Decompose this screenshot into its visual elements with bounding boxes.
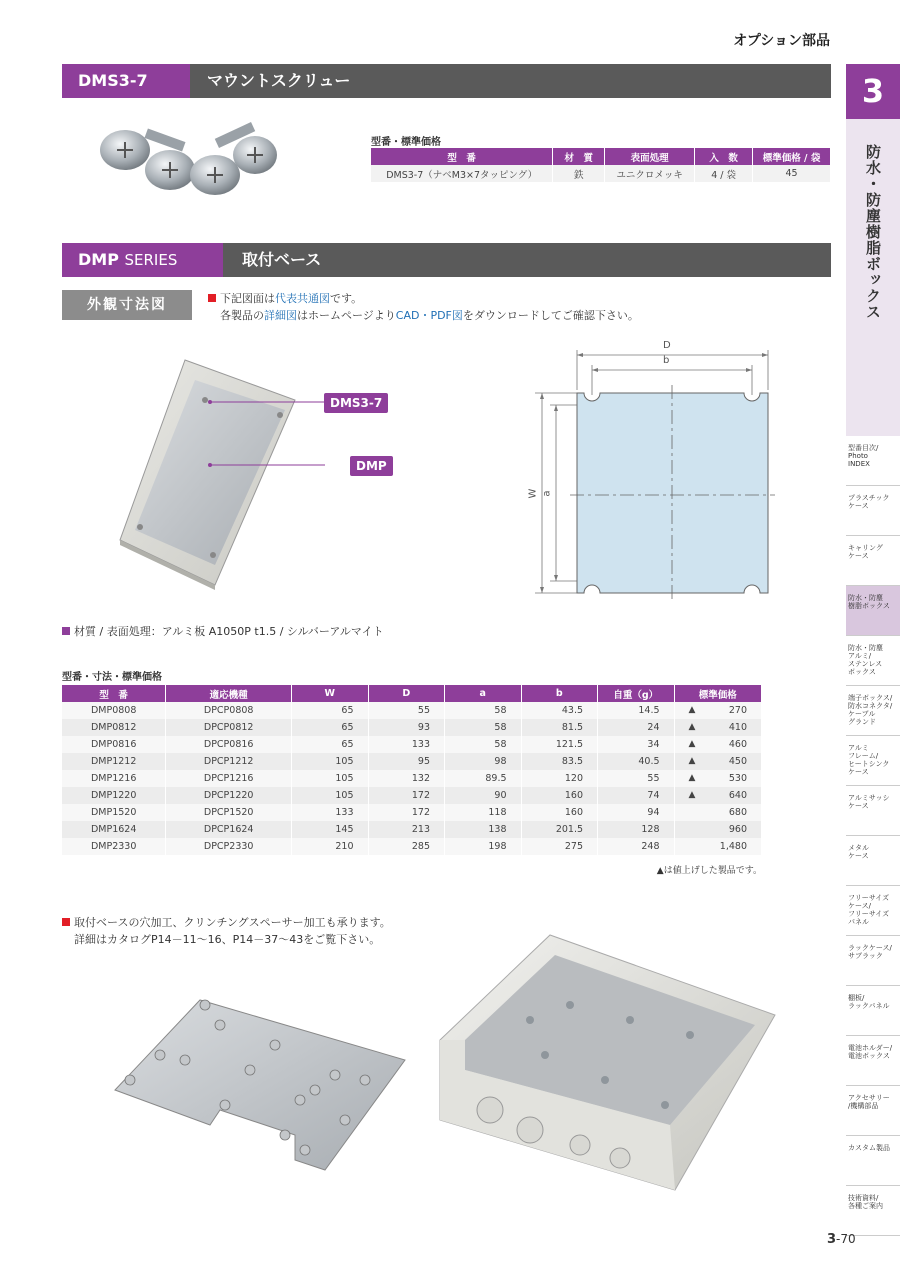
table-row (62, 804, 762, 821)
table-cell-model: DMP0816 (62, 736, 166, 753)
table-cell-fits: DPCP1220 (166, 787, 292, 804)
note-text: はホームページより (297, 309, 396, 322)
table-cell-b: 160 (521, 787, 598, 804)
column-header: W (292, 685, 369, 702)
series-suffix: SERIES (124, 251, 178, 269)
page-chapter: 3 (827, 1232, 837, 1247)
dimension-drawing-tag: 外観寸法図 (62, 290, 192, 320)
chapter-nav-item[interactable]: 電池ホルダー/ 電池ボックス (846, 1036, 900, 1086)
note-text: 各製品の (220, 309, 264, 322)
table-cell-model: DMP1520 (62, 804, 166, 821)
chapter-nav-item[interactable]: 端子ボックス/ 防水コネクタ/ ケーブル グランド (846, 686, 900, 736)
table-cell-a: 89.5 (445, 770, 522, 787)
table-cell-model: DMP1220 (62, 787, 166, 804)
table-cell-model: DMP1216 (62, 770, 166, 787)
chapter-nav-item[interactable]: メタル ケース (846, 836, 900, 886)
chapter-nav-item[interactable]: アルミサッシ ケース (846, 786, 900, 836)
table-cell-a: 58 (445, 719, 522, 736)
price-up-icon: ▲ (688, 790, 696, 800)
table-cell-weight: 128 (598, 821, 675, 838)
table-cell-weight: 55 (598, 770, 675, 787)
table-row (62, 702, 762, 719)
table-row (62, 838, 762, 855)
table-cell-weight: 248 (598, 838, 675, 855)
table-cell-fits: DPCP1520 (166, 804, 292, 821)
column-header: 適応機種 (166, 685, 292, 702)
chapter-nav-item[interactable]: アルミ フレーム/ ヒートシンク ケース (846, 736, 900, 786)
table-cell-model: DMP1624 (62, 821, 166, 838)
table-cell-price (674, 838, 761, 855)
page-index: -70 (836, 1232, 856, 1246)
table-row (371, 165, 831, 182)
table-row (62, 753, 762, 770)
table-cell-d: 133 (368, 736, 445, 753)
price-value: 640 (728, 790, 747, 801)
column-header: 標準価格 (674, 685, 761, 702)
chapter-title-box (846, 119, 900, 436)
bullet-icon (62, 627, 70, 635)
screw-callout: DMS3-7 (324, 393, 388, 413)
section-code (62, 243, 223, 277)
table-cell-w: 105 (292, 770, 369, 787)
table-cell-d: 95 (368, 753, 445, 770)
column-header: 表面処理 (605, 148, 695, 165)
page-header: オプション部品 (733, 33, 830, 49)
table-cell-b: 121.5 (521, 736, 598, 753)
table-cell-fits: DPCP0808 (166, 702, 292, 719)
price-value: 680 (728, 807, 747, 818)
column-header: 型 番 (371, 148, 553, 165)
table-cell-fits: DPCP2330 (166, 838, 292, 855)
section-bar-dmp (62, 243, 831, 277)
price-up-icon: ▲ (688, 756, 696, 766)
callout-lines (200, 390, 330, 475)
price-value: 960 (728, 824, 747, 835)
table-cell-b: 160 (521, 804, 598, 821)
table-cell-price (674, 736, 761, 753)
column-header: 材 質 (553, 148, 605, 165)
price-value: 270 (728, 705, 747, 716)
processing-note (62, 914, 391, 948)
screw-table-caption: 型番・標準価格 (371, 137, 441, 148)
table-cell-a: 58 (445, 736, 522, 753)
table-cell-weight: 74 (598, 787, 675, 804)
table-cell-weight: 24 (598, 719, 675, 736)
table-cell-price (674, 821, 761, 838)
table-row (62, 719, 762, 736)
table-cell-price (674, 719, 761, 736)
table-cell-b: 120 (521, 770, 598, 787)
note-text: をダウンロードしてご確認下さい。 (462, 309, 639, 322)
table-cell-weight: 34 (598, 736, 675, 753)
section-bar-dms (62, 64, 831, 98)
drawing-note (208, 290, 639, 324)
table-cell-a: 90 (445, 787, 522, 804)
section-code: DMS3-7 (62, 64, 190, 98)
table-cell-w: 65 (292, 719, 369, 736)
table-cell-fits: DPCP1212 (166, 753, 292, 770)
table-row (62, 821, 762, 838)
table-cell-model: DMP0808 (62, 702, 166, 719)
table-cell-d: 213 (368, 821, 445, 838)
column-header: 自重（g） (598, 685, 675, 702)
note-text: 取付ベースの穴加工、クリンチングスペーサー加工も承ります。 (74, 916, 391, 929)
table-row (62, 787, 762, 804)
column-header: 入 数 (695, 148, 753, 165)
plate-table-caption: 型番・寸法・標準価格 (62, 672, 162, 683)
table-cell-w: 145 (292, 821, 369, 838)
material-text: 材質 / 表面処理：アルミ板 A1050P t1.5 / シルバーアルマイト (74, 625, 384, 638)
table-cell-model: DMP0812 (62, 719, 166, 736)
table-row (62, 770, 762, 787)
table-cell-a: 58 (445, 702, 522, 719)
table-cell-price (674, 770, 761, 787)
price-value: 410 (728, 722, 747, 733)
price-up-icon: ▲ (688, 773, 696, 783)
table-cell-a: 198 (445, 838, 522, 855)
chapter-nav-item[interactable]: 防水・防塵 樹脂ボックス (846, 586, 900, 636)
common-drawing-link[interactable]: 代表共通図 (275, 292, 330, 305)
table-cell: 4 / 袋 (695, 165, 753, 182)
chapter-nav-item[interactable]: カスタム製品 (846, 1136, 900, 1186)
chapter-nav (846, 436, 900, 1236)
table-cell-fits: DPCP0812 (166, 719, 292, 736)
chapter-nav-item[interactable]: 防水・防塵 アルミ/ ステンレス ボックス (846, 636, 900, 686)
dim-label-D: D (663, 340, 671, 351)
series-code: DMP (78, 250, 119, 269)
dim-label-W: W (527, 488, 539, 499)
chapter-nav-item[interactable]: 棚板/ ラックパネル (846, 986, 900, 1036)
table-cell-w: 65 (292, 736, 369, 753)
chapter-number: 3 (846, 64, 900, 119)
table-cell-w: 65 (292, 702, 369, 719)
chapter-nav-item[interactable]: フリーサイズ ケース/ フリーサイズ パネル (846, 886, 900, 936)
chapter-nav-item[interactable]: プラスチック ケース (846, 486, 900, 536)
table-cell: DMS3-7（ナベM3×7タッピング） (371, 165, 553, 182)
table-cell-fits: DPCP1624 (166, 821, 292, 838)
note-text: です。 (330, 292, 363, 305)
table-cell-a: 138 (445, 821, 522, 838)
price-up-icon: ▲ (688, 705, 696, 715)
price-up-icon: ▲ (688, 739, 696, 749)
bullet-icon (62, 918, 70, 926)
detail-drawing-link[interactable]: 詳細図 (264, 309, 297, 322)
table-cell-fits: DPCP0816 (166, 736, 292, 753)
dim-label-a: a (541, 490, 553, 497)
chapter-nav-item[interactable]: 型番目次/ Photo INDEX (846, 436, 900, 486)
note-text: 詳細はカタログP14－11～16、P14－37～43をご覧下さい。 (74, 933, 381, 946)
chapter-nav-item[interactable]: 技術資料/ 各種ご案内 (846, 1186, 900, 1236)
table-cell-w: 210 (292, 838, 369, 855)
table-cell-model: DMP2330 (62, 838, 166, 855)
price-value: 530 (728, 773, 747, 784)
column-header: 型 番 (62, 685, 166, 702)
screw-table (371, 148, 831, 182)
table-cell-d: 132 (368, 770, 445, 787)
table-cell-weight: 94 (598, 804, 675, 821)
column-header: 標準価格 / 袋 (753, 148, 831, 165)
table-cell-w: 105 (292, 787, 369, 804)
table-cell-d: 172 (368, 787, 445, 804)
price-value: 1,480 (719, 841, 747, 852)
cad-pdf-link[interactable]: CAD・PDF図 (395, 309, 463, 322)
page-number (827, 1232, 856, 1247)
table-cell-b: 83.5 (521, 753, 598, 770)
section-title: 取付ベース (242, 250, 322, 269)
chapter-nav-item[interactable]: キャリング ケース (846, 536, 900, 586)
note-text: 下記図面は (220, 292, 275, 305)
box-with-plate-photo (435, 930, 780, 1195)
table-cell-b: 81.5 (521, 719, 598, 736)
table-cell: 45 (753, 165, 831, 182)
material-note (62, 623, 384, 640)
chapter-nav-item[interactable]: ラックケース/ サブラック (846, 936, 900, 986)
table-cell-w: 133 (292, 804, 369, 821)
chapter-title: 防水・防塵樹脂ボックス (864, 144, 882, 320)
table-cell-price (674, 753, 761, 770)
chapter-nav-item[interactable]: アクセサリー /機構部品 (846, 1086, 900, 1136)
table-cell-weight: 14.5 (598, 702, 675, 719)
table-row (62, 736, 762, 753)
screws-photo (95, 120, 280, 200)
table-cell-weight: 40.5 (598, 753, 675, 770)
column-header: a (445, 685, 522, 702)
table-cell-d: 172 (368, 804, 445, 821)
table-cell-d: 93 (368, 719, 445, 736)
table-cell-w: 105 (292, 753, 369, 770)
section-title: マウントスクリュー (207, 71, 351, 90)
plate-with-spacers-photo (110, 985, 410, 1180)
table-cell-price (674, 787, 761, 804)
dimension-drawing (520, 335, 780, 610)
table-cell-a: 118 (445, 804, 522, 821)
table-cell-fits: DPCP1216 (166, 770, 292, 787)
table-cell-price (674, 702, 761, 719)
plate-table (62, 685, 762, 855)
table-cell-model: DMP1212 (62, 753, 166, 770)
table-cell-b: 275 (521, 838, 598, 855)
table-cell-a: 98 (445, 753, 522, 770)
price-up-note: ▲は値上げした製品です。 (656, 866, 762, 876)
table-cell-b: 201.5 (521, 821, 598, 838)
column-header: b (521, 685, 598, 702)
dim-label-b: b (663, 355, 670, 366)
column-header: D (368, 685, 445, 702)
price-value: 450 (728, 756, 747, 767)
table-cell-price (674, 804, 761, 821)
table-cell-d: 55 (368, 702, 445, 719)
table-cell: ユニクロメッキ (605, 165, 695, 182)
plate-callout: DMP (350, 456, 393, 476)
table-cell-d: 285 (368, 838, 445, 855)
bullet-icon (208, 294, 216, 302)
table-cell-b: 43.5 (521, 702, 598, 719)
price-value: 460 (728, 739, 747, 750)
price-up-icon: ▲ (688, 722, 696, 732)
table-cell: 鉄 (553, 165, 605, 182)
